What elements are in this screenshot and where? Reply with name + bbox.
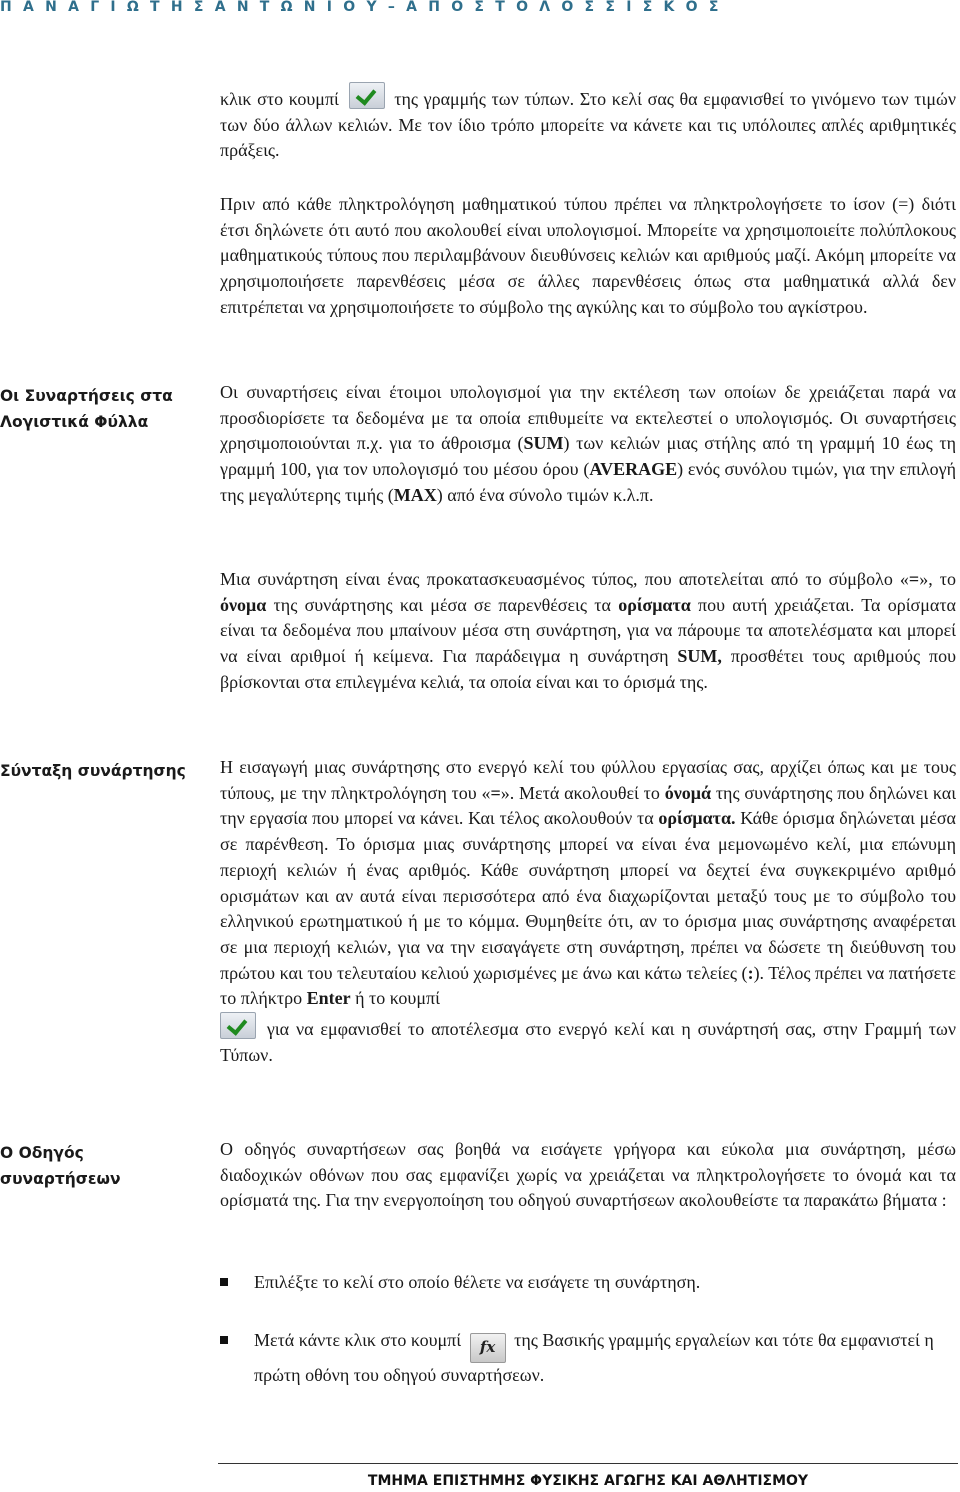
bullet-list-2: [218, 1328, 958, 1389]
functions-paragraph-1: Οι συναρτήσεις είναι έτοιμοι υπολογισμοί για την εκτέλεση των οποίων δε χρειάζεται παρά να προσδιορίσετε τα δεδομένα με τα οποία επιθυμείτε να εκτελεστεί ο υπολογισμός. Οι συναρτήσεις χρησιμοποιούνται π.χ. για το άθροισμα (SUM) των κελιών μιας στήλης από τη γραμμή 10 έως τη γραμμή 100, για τον υπολογισμό του μέσου όρου (AVERAGE) ενός συνόλου τιμών, για την επιλογή της μεγαλύτερης τιμής (MAX) από ένα σύνολο τιμών κ.λ.π.: [220, 382, 956, 505]
intro-text-b: της γραμμής των τύπων. Στο κελί σας θα εμφανισθεί το γινόμενο των τιμών των δύο άλλων κελιών. Με τον ίδιο τρόπο μπορείτε να κάνετε και τις υπόλοιπες απλές αριθμητικές πράξεις.: [220, 89, 957, 161]
syntax-paragraph: Η εισαγωγή μιας συνάρτησης στο ενεργό κελί του φύλλου εργασίας σας, αρχίζει όπως και με τους τύπους, με την πληκτρολόγηση του «=». Μετά ακολουθεί το όνομά της συνάρτησης που δηλώνει και την εργασία που μπορεί να κάνει. Και τέλος ακολουθούν τα ορίσματα. Κάθε όρισμα δηλώνεται μέσα σε παρένθεση. Το όρισμα μιας συνάρτησης μπορεί να είναι ένα μεμονωμένο κελί, μια επώνυμη περιοχή κελιών ή ένας αριθμός. Κάθε συνάρτηση μπορεί να δεχτεί ένα συγκεκριμένο αριθμό ορισμάτων και αν αυτά είναι περισσότερα από ένα διαχωρίζονται μεταξύ τους με το σύμβολο του ελληνικού ερωτηματικού ή με το κόμμα. Θυμηθείτε ότι, αν το όρισμα μιας συνάρτησης αναφέρεται σε μια περιοχή κελιών, για να την εισαγάγετε στη συνάρτηση, πρέπει να δώσετε τη διεύθυνση του πρώτου και του τελευταίου κελιού χωρισμένες με άνω και κάτω τελείες (:). Τέλος πρέπει να πατήσετε το πλήκτρο Enter ή το κουμπί για να εμφανισθεί το αποτέλεσμα στο ενεργό κελί και η συνάρτησή σας, στην Γραμμή των Τύπων.: [220, 757, 957, 1065]
bullet-icon: [220, 1278, 228, 1286]
section-title-syntax: Σύνταξη συνάρτησης: [0, 762, 186, 780]
running-header: Π Α Ν Α Γ Ι Ω Τ Η Σ Α Ν Τ Ω Ν Ι Ο Υ – Α Π Ο Σ Τ Ο Λ Ο Σ Σ Ι Σ Κ Ο Σ: [0, 0, 722, 15]
intro-paragraph-2: Πριν από κάθε πληκτρολόγηση μαθηματικού τύπου πρέπει να πληκτρολογήσετε το ίσον (=) διότι έτσι δηλώνετε ότι αυτό που ακολουθεί είναι υπολογισμοί. Μπορείτε να χρησιμοποιείτε πολύπλοκους μαθηματικούς τύπους που περιλαμβάνουν διευθύνσεις κελιών και αριθμούς μαζί. Ακόμη μπορείτε να χρησιμοποιήσετε παρενθέσεις μέσα σε άλλες παρενθέσεις όπως στα μαθηματικά αλλά δεν επιτρέπεται να χρησιμοποιήσετε το σύμβολο της αγκύλης και το σύμβολο του αγκίστρου.: [220, 194, 956, 317]
intro-paragraph-1: [220, 82, 956, 164]
list-item: Επιλέξτε το κελί στο οποίο θέλετε να εισάγετε τη συνάρτηση.: [218, 1270, 958, 1296]
checkmark-icon: [220, 1012, 256, 1039]
section-title-functions: Οι Συναρτήσεις στα Λογιστικά Φύλλα: [0, 387, 173, 431]
bullet-icon: [220, 1336, 228, 1344]
wizard-paragraph: Ο οδηγός συναρτήσεων σας βοηθά να εισάγετε γρήγορα και εύκολα μια συνάρτηση, μέσω διαδοχικών οθόνων που σας εμφανίζει χωρίς να χρειάζεται να πληκτρολογήσετε το όνομά και τα ορίσματά της. Για την ενεργοποίηση του οδηγού συναρτήσεων ακολουθείστε τα παρακάτω βήματα :: [220, 1139, 956, 1211]
running-footer: ΤΜΗΜΑ ΕΠΙΣΤΗΜΗΣ ΦΥΣΙΚΗΣ ΑΓΩΓΗΣ ΚΑΙ ΑΘΛΗΤΙΣΜΟΥ: [367, 1473, 809, 1489]
bullet-list: [218, 1270, 958, 1296]
list-item: Μετά κάντε κλικ στο κουμπί fx της Βασικής γραμμής εργαλείων και τότε θα εμφανιστεί η πρώτη οθόνη του οδηγού συναρτήσεων.: [218, 1328, 958, 1389]
functions-paragraph-2: Μια συνάρτηση είναι ένας προκατασκευασμένος τύπος, που αποτελείται από το σύμβολο «=», το όνομα της συνάρτησης και μέσα σε παρενθέσεις τα ορίσματα που αυτή χρειάζεται. Τα ορίσματα είναι τα δεδομένα που μπαίνουν μέσα στη συνάρτηση, για να πάρουμε τα αποτελέσματα και μπορεί να είναι αριθμοί ή κείμενα. Για παράδειγμα η συνάρτηση SUM, προσθέτει τους αριθμούς που βρίσκονται στα επιλεγμένα κελιά, τα οποία είναι και το όρισμά της.: [220, 569, 957, 692]
checkmark-icon: [349, 82, 385, 109]
footer-divider: [218, 1463, 958, 1464]
function-fx-icon: fx: [470, 1333, 506, 1363]
intro-text-a: κλικ στο κουμπί: [220, 89, 339, 109]
section-title-wizard: Ο Οδηγός συναρτήσεων: [0, 1144, 121, 1188]
